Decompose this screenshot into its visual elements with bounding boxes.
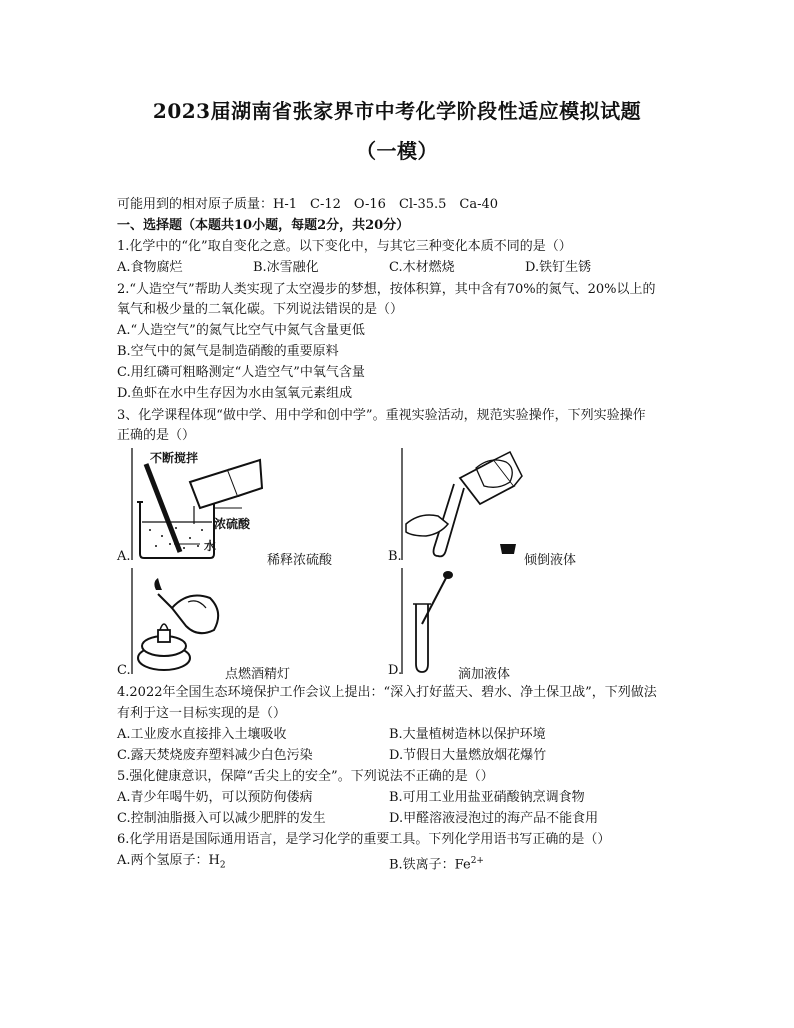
question-6-option-b-superscript: 2+ <box>470 856 484 866</box>
question-4-stem-line1: 4.2022年全国生态环境保护工作会议上提出：“深入打好蓝天、碧水、净土保卫战”，下列做法 <box>117 685 657 700</box>
figure-a-label-acid: 浓硫酸 <box>214 517 251 531</box>
question-5-option-b: B.可用工业用盐亚硝酸钠烹调食物 <box>389 790 585 805</box>
question-1-option-c: C.木材燃烧 <box>389 260 455 275</box>
question-2-stem-line1: 2.“人造空气”帮助人类实现了太空漫步的梦想，按体积算，其中含有70%的氮气、20%以上的 <box>117 282 656 297</box>
question-2-option-b: B.空气中的氮气是制造硝酸的重要原料 <box>117 344 339 359</box>
question-5-option-c: C.控制油脂摄入可以减少肥胖的发生 <box>117 811 326 826</box>
figure-d-caption: 滴加液体 <box>458 667 511 682</box>
figure-pour-liquid <box>398 448 528 563</box>
figure-light-lamp <box>128 568 238 678</box>
atomic-mass-line: 可能用到的相对原子质量：H-1 C-12 O-16 Cl-35.5 Ca-40 <box>117 197 499 212</box>
question-6-option-b: B.铁离子：$Fe^{2+}$ <box>389 856 484 873</box>
question-3-stem-line2: 正确的是（） <box>117 428 196 443</box>
figure-b-caption: 倾倒液体 <box>524 553 577 568</box>
question-5-option-a: A.青少年喝牛奶，可以预防佝偻病 <box>117 790 313 805</box>
question-2-stem-line2: 氧气和极少量的二氧化碳。下列说法错误的是（） <box>117 302 404 317</box>
question-6-option-a-subscript: 2 <box>219 860 226 871</box>
question-4-option-c: C.露天焚烧废弃塑料减少白色污染 <box>117 748 313 763</box>
section-heading: 一、选择题（本题共10小题，每题2分，共20分） <box>117 218 410 233</box>
question-3-stem-line1: 3、化学课程体现“做中学、用中学和创中学”。重视实验活动，规范实验操作，下列实验操作 <box>117 408 646 423</box>
question-5-option-d: D.甲醛溶液浸泡过的海产品不能食用 <box>389 811 599 826</box>
question-2-option-a: A.“人造空气”的氮气比空气中氮气含量更低 <box>117 323 365 338</box>
question-2-option-d: D.鱼虾在水中生存因为水由氢氧元素组成 <box>117 386 353 401</box>
figure-a-label-water: 水 <box>204 539 217 553</box>
exam-subtitle: （一模） <box>356 139 438 163</box>
question-4-stem-line2: 有利于这一目标实现的是（） <box>117 706 287 721</box>
question-4-option-d: D.节假日大量燃放烟花爆竹 <box>389 748 547 763</box>
figure-a-caption: 稀释浓硫酸 <box>267 553 333 568</box>
question-4-option-a: A.工业废水直接排入土壤吸收 <box>117 727 287 742</box>
figure-d-letter: D. <box>388 663 403 678</box>
figure-a-label-stir: 不断搅拌 <box>150 451 199 465</box>
question-6-option-a: A.两个氢原子：$H_2$ <box>117 853 226 871</box>
figure-c-caption: 点燃酒精灯 <box>225 667 291 682</box>
figure-b-letter: B. <box>388 549 402 564</box>
figure-c-letter: C. <box>117 663 131 678</box>
question-2-option-c: C.用红磷可粗略测定“人造空气”中氧气含量 <box>117 365 365 380</box>
question-6-stem: 6.化学用语是国际通用语言，是学习化学的重要工具。下列化学用语书写正确的是（） <box>117 832 611 847</box>
figure-drop-liquid <box>398 568 478 678</box>
question-4-option-b: B.大量植树造林以保护环境 <box>389 727 546 742</box>
question-5-stem: 5.强化健康意识，保障“舌尖上的安全”。下列说法不正确的是（） <box>117 769 494 784</box>
question-1-stem: 1.化学中的“化”取自变化之意。以下变化中，与其它三种变化本质不同的是（） <box>117 239 572 254</box>
question-1-option-d: D.铁钉生锈 <box>525 260 592 275</box>
exam-title: 2023届湖南省张家界市中考化学阶段性适应模拟试题 <box>152 99 642 123</box>
figure-a-letter: A. <box>117 549 131 564</box>
question-1-option-b: B.冰雪融化 <box>253 260 319 275</box>
question-1-option-a: A.食物腐烂 <box>117 260 183 275</box>
